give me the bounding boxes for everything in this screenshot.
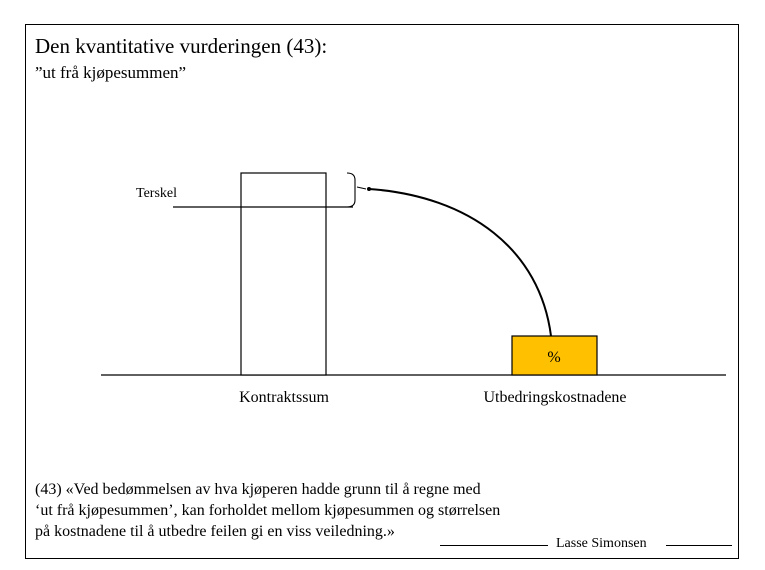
repair-cost-label: Utbedringskostnadene [483, 389, 627, 406]
threshold-bracket [347, 173, 355, 207]
signature-rule-left [440, 545, 548, 546]
legal-quote [35, 479, 595, 542]
slide-subtitle: ”ut frå kjøpesummen” [35, 63, 187, 82]
quote-line: (43) «Ved bedømmelsen av hva kjøperen hadde grunn til å regne med [35, 481, 481, 498]
comparison-arrow [369, 189, 551, 336]
arrow-endpoint [367, 187, 371, 191]
percent-symbol: % [547, 349, 561, 366]
quote-line: på kostnadene til å utbedre feilen gi en viss veiledning.» [35, 523, 395, 540]
contract-sum-label: Kontraktssum [239, 389, 329, 406]
arrow-tick [357, 187, 366, 189]
author-signature: Lasse Simonsen [556, 536, 647, 551]
signature-rule-right [666, 545, 732, 546]
quote-line: ‘ut frå kjøpesummen’, kan forholdet mellom kjøpesummen og størrelsen [35, 502, 501, 519]
contract-sum-bar [241, 173, 326, 375]
threshold-label: Terskel [136, 186, 178, 201]
slide-title: Den kvantitative vurderingen (43): [35, 34, 328, 58]
